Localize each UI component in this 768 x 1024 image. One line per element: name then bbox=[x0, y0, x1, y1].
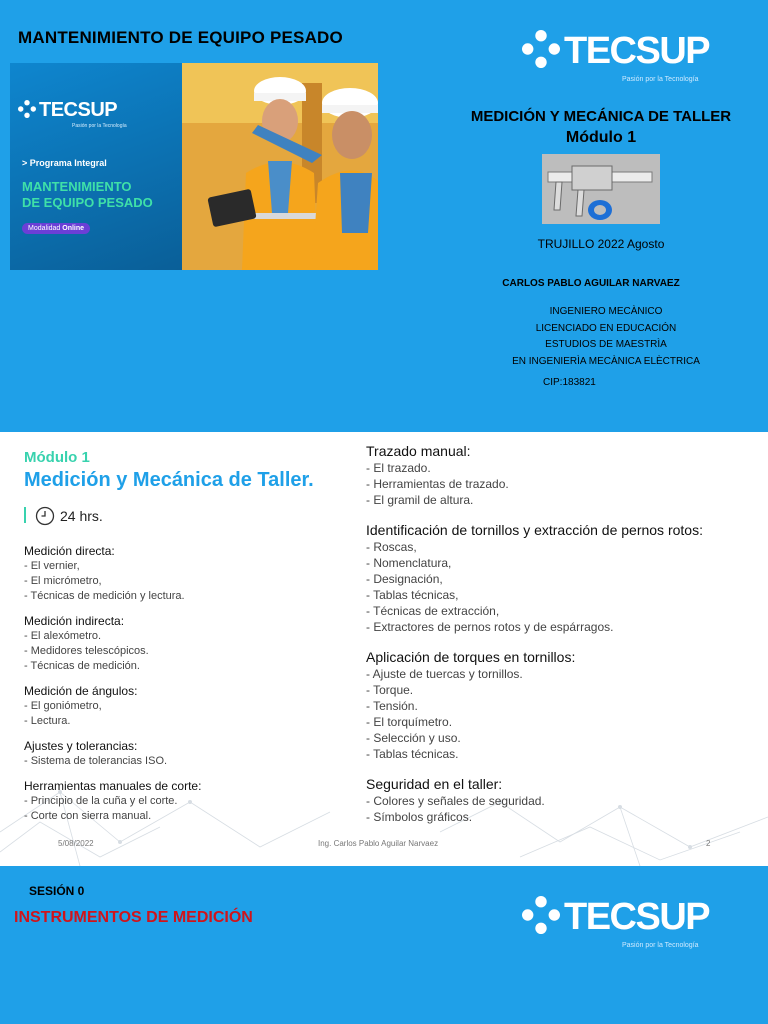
topic-group bbox=[24, 738, 344, 769]
topic-group bbox=[24, 683, 344, 729]
topic-item: - El alexómetro. bbox=[24, 630, 102, 642]
footer-author: Ing. Carlos Pablo Aguilar Narvaez bbox=[318, 839, 439, 848]
tecsup-mark-icon bbox=[522, 30, 560, 68]
cip-number: CIP:183821 bbox=[543, 377, 596, 388]
topic-item: - El torquímetro. bbox=[366, 715, 453, 729]
topic-heading: Aplicación de torques en tornillos: bbox=[366, 649, 576, 665]
topic-item: - Herramientas de trazado. bbox=[366, 477, 509, 491]
topic-heading: Medición indirecta: bbox=[24, 614, 125, 628]
topic-item: - Colores y señales de seguridad. bbox=[366, 794, 545, 808]
topic-item: - Roscas, bbox=[366, 540, 417, 554]
topic-group bbox=[366, 775, 756, 825]
topic-item: - Sistema de tolerancias ISO. bbox=[24, 755, 168, 767]
course-hours: 24 hrs. bbox=[60, 508, 103, 524]
banner-logo-text: TECSUP bbox=[39, 99, 118, 121]
city-date: TRUJILLO 2022 Agosto bbox=[537, 237, 665, 251]
footer-date: 5/08/2022 bbox=[58, 839, 94, 848]
topic-item: - Ajuste de tuercas y tornillos. bbox=[366, 667, 523, 681]
banner-program-name bbox=[22, 179, 182, 211]
session-title: INSTRUMENTOS DE MEDICIÓN bbox=[14, 909, 253, 926]
slide-session bbox=[0, 866, 768, 1024]
tecsup-mark-icon bbox=[18, 100, 36, 118]
topic-item: - Medidores telescópicos. bbox=[24, 645, 149, 657]
topic-item: - Selección y uso. bbox=[366, 731, 461, 745]
topic-heading: Trazado manual: bbox=[366, 443, 471, 459]
modality-prefix: Modalidad bbox=[28, 225, 61, 232]
credential-line: INGENIERO MECÀNICO bbox=[549, 306, 663, 317]
credential-line: ESTUDIOS DE MAESTRÌA bbox=[545, 339, 667, 350]
syllabus-left-column bbox=[24, 543, 344, 833]
topic-group bbox=[24, 613, 344, 674]
clock-icon bbox=[35, 506, 55, 526]
topic-heading: Herramientas manuales de corte: bbox=[24, 779, 202, 793]
topic-item: - Técnicas de extracción, bbox=[366, 604, 500, 618]
tecsup-tagline: Pasión por la Tecnología bbox=[622, 942, 699, 949]
banner-logo bbox=[18, 99, 117, 122]
module-title: MEDICIÓN Y MECÁNICA DE TALLER bbox=[470, 108, 732, 125]
topic-group bbox=[24, 543, 344, 604]
topic-group bbox=[366, 648, 756, 762]
syllabus-right-column bbox=[366, 442, 756, 838]
slide-syllabus bbox=[0, 432, 768, 866]
hours-accent-bar bbox=[24, 507, 26, 523]
topic-group bbox=[24, 778, 344, 824]
topic-item: - Tensión. bbox=[366, 699, 418, 713]
module-label: Módulo 1 bbox=[24, 449, 90, 466]
topic-heading: Seguridad en el taller: bbox=[366, 776, 503, 792]
topic-item: - Técnicas de medición y lectura. bbox=[24, 590, 185, 602]
topic-item: - Extractores de pernos rotos y de espárragos. bbox=[366, 620, 614, 634]
slide-cover bbox=[0, 0, 768, 432]
tecsup-logo bbox=[522, 30, 709, 73]
topic-item: - Símbolos gráficos. bbox=[366, 810, 473, 824]
caliper-image bbox=[542, 154, 660, 224]
topic-heading: Medición de ángulos: bbox=[24, 684, 138, 698]
modality-value: Online bbox=[62, 225, 85, 232]
topic-item: - El goniómetro, bbox=[24, 700, 102, 712]
topic-group bbox=[366, 521, 756, 635]
banner-tagline: Pasión por la Tecnología bbox=[72, 123, 127, 129]
topic-item: - Principio de la cuña y el corte. bbox=[24, 795, 178, 807]
author-credentials bbox=[496, 304, 716, 370]
topic-item: - Nomenclatura, bbox=[366, 556, 452, 570]
author-name: CARLOS PABLO AGUILAR NARVAEZ bbox=[502, 278, 680, 289]
session-label: SESIÓN 0 bbox=[29, 884, 85, 898]
course-title: Medición y Mecánica de Taller. bbox=[24, 469, 314, 491]
credential-line: EN INGENIERÌA MECÀNICA ELÈCTRICA bbox=[512, 355, 700, 367]
topic-item: - Lectura. bbox=[24, 715, 71, 727]
tecsup-logo bbox=[522, 896, 709, 939]
banner-name-line2: DE EQUIPO PESADO bbox=[22, 195, 153, 210]
topic-item: - Tablas técnicas. bbox=[366, 747, 459, 761]
modality-badge bbox=[22, 223, 90, 234]
topic-heading: Ajustes y tolerancias: bbox=[24, 739, 138, 753]
topic-item: - Tablas técnicas, bbox=[366, 588, 459, 602]
topic-item: - El trazado. bbox=[366, 461, 431, 475]
tecsup-logo-text: TECSUP bbox=[564, 30, 710, 72]
topic-item: - El vernier, bbox=[24, 560, 80, 572]
engineers-photo bbox=[182, 63, 378, 270]
program-banner bbox=[10, 63, 378, 270]
banner-program: > Programa Integral bbox=[22, 158, 107, 168]
topic-item: - Torque. bbox=[366, 683, 414, 697]
topic-item: - Designación, bbox=[366, 572, 443, 586]
topic-group bbox=[366, 442, 756, 508]
topic-heading: Medición directa: bbox=[24, 544, 115, 558]
tecsup-tagline: Pasión por la Tecnología bbox=[622, 76, 699, 83]
module-subtitle: Módulo 1 bbox=[565, 129, 637, 146]
banner-panel bbox=[10, 63, 182, 270]
topic-heading: Identificación de tornillos y extracción de pernos rotos: bbox=[366, 522, 703, 538]
footer-page-number: 2 bbox=[706, 839, 711, 848]
program-title: MANTENIMIENTO DE EQUIPO PESADO bbox=[18, 28, 343, 47]
banner-name-line1: MANTENIMIENTO bbox=[22, 179, 132, 194]
tecsup-mark-icon bbox=[522, 896, 560, 934]
topic-item: - El gramil de altura. bbox=[366, 493, 474, 507]
topic-item: - El micrómetro, bbox=[24, 575, 102, 587]
topic-item: - Técnicas de medición. bbox=[24, 660, 140, 672]
credential-line: LICENCIADO EN EDUCACIÓN bbox=[535, 322, 677, 334]
tecsup-logo-text: TECSUP bbox=[564, 896, 710, 938]
topic-item: - Corte con sierra manual. bbox=[24, 810, 152, 822]
